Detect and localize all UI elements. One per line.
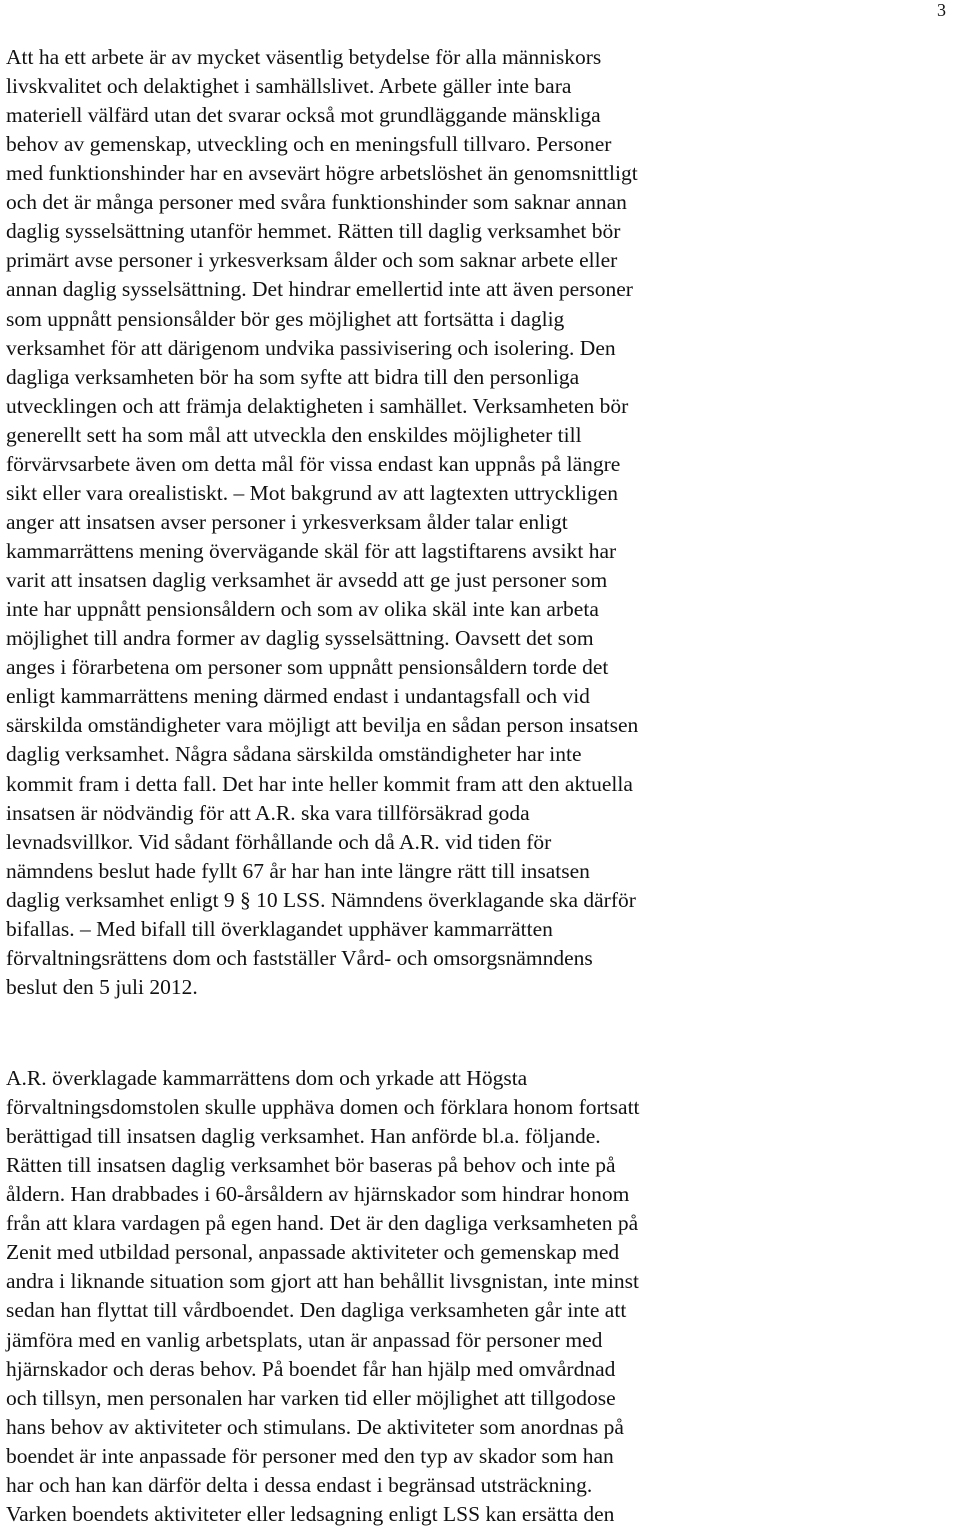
text-line: verksamhet för att därigenom undvika passivisering och isolering. Den bbox=[6, 335, 616, 360]
text-line: behov av gemenskap, utveckling och en meningsfull tillvaro. Personer bbox=[6, 132, 612, 157]
text-line: beslut den 5 juli 2012. bbox=[6, 974, 198, 999]
text-line: förvaltningsdomstolen skulle upphäva domen och förklara honom fortsatt bbox=[6, 1095, 640, 1120]
text-line: boendet är inte anpassade för personer med den typ av skador som han bbox=[6, 1443, 614, 1468]
text-line: sedan han flyttat till vårdboendet. Den dagliga verksamheten går inte att bbox=[6, 1298, 627, 1323]
text-line: dagliga verksamheten bör ha som syfte att bidra till den personliga bbox=[6, 364, 580, 389]
text-line: materiell välfärd utan det svarar också mot grundläggande mänskliga bbox=[6, 103, 601, 128]
text-line: åldern. Han drabbades i 60-årsåldern av hjärnskador som hindrar honom bbox=[6, 1182, 630, 1207]
text-line: och tillsyn, men personalen har varken tid eller möjlighet att tillgodose bbox=[6, 1385, 616, 1410]
text-line: förvaltningsrättens dom och fastställer Vård- och omsorgsnämndens bbox=[6, 945, 593, 970]
text-line: annan daglig sysselsättning. Det hindrar emellertid inte att även personer bbox=[6, 277, 633, 302]
text-line: primärt avse personer i yrkesverksam ålder och som saknar arbete eller bbox=[6, 248, 618, 273]
text-line: A.R. överklagade kammarrättens dom och yrkade att Högsta bbox=[6, 1066, 528, 1090]
text-line: från att klara vardagen på egen hand. Det är den dagliga verksamheten på bbox=[6, 1211, 639, 1236]
text-line: kommit fram i detta fall. Det har inte heller kommit fram att den aktuella bbox=[6, 771, 633, 796]
text-line: daglig verksamhet enligt 9 § 10 LSS. Nämndens överklagande ska därför bbox=[6, 887, 636, 912]
text-line: jämföra med en vanlig arbetsplats, utan är anpassad för personer med bbox=[6, 1327, 603, 1352]
text-line: möjlighet till andra former av daglig sysselsättning. Oavsett det som bbox=[6, 626, 594, 651]
text-line: som uppnått pensionsålder bör ges möjlighet att fortsätta i daglig bbox=[6, 306, 565, 331]
page-number: 3 bbox=[937, 0, 946, 20]
text-line: utvecklingen och att främja delaktigheten i samhället. Verksamheten bör bbox=[6, 393, 629, 418]
text-line: med funktionshinder har en avsevärt högre arbetslöshet än genomsnittligt bbox=[6, 161, 638, 186]
text-line: Rätten till insatsen daglig verksamhet bör baseras på behov och inte på bbox=[6, 1153, 616, 1178]
text-line: kammarrättens mening övervägande skäl för att lagstiftarens avsikt har bbox=[6, 539, 617, 564]
text-line: bifallas. – Med bifall till överklagandet upphäver kammarrätten bbox=[6, 916, 553, 941]
text-line: insatsen är nödvändig för att A.R. ska vara tillförsäkrad goda bbox=[6, 800, 530, 825]
text-line: inte har uppnått pensionsåldern och som av olika skäl inte kan arbeta bbox=[6, 597, 599, 622]
text-line: andra i liknande situation som gjort att han behållit livsgnistan, inte minst bbox=[6, 1269, 639, 1294]
text-line: varit att insatsen daglig verksamhet är avsedd att ge just personer som bbox=[6, 568, 608, 593]
text-line: särskilda omständigheter vara möjligt att bevilja en sådan person insatsen bbox=[6, 713, 639, 738]
text-line: generellt sett ha som mål att utveckla den enskildes möjligheter till bbox=[6, 422, 582, 447]
text-line: hans behov av aktiviteter och stimulans. De aktiviteter som anordnas på bbox=[6, 1414, 624, 1439]
text-line: enligt kammarrättens mening därmed endast i undantagsfall och vid bbox=[6, 684, 590, 709]
text-line: nämndens beslut hade fyllt 67 år har han inte längre rätt till insatsen bbox=[6, 858, 590, 883]
text-line: livskvalitet och delaktighet i samhällslivet. Arbete gäller inte bara bbox=[6, 74, 572, 99]
text-line: Varken boendets aktiviteter eller ledsagning enligt LSS kan ersätta den bbox=[6, 1501, 615, 1526]
text-line: förvärvsarbete även om detta mål för vissa endast kan uppnås på längre bbox=[6, 451, 621, 476]
text-line: levnadsvillkor. Vid sådant förhållande och då A.R. vid tiden för bbox=[6, 829, 552, 854]
text-line: Zenit med utbildad personal, anpassade aktiviteter och gemenskap med bbox=[6, 1240, 620, 1265]
text-line: berättigad till insatsen daglig verksamhet. Han anförde bl.a. följande. bbox=[6, 1124, 601, 1149]
text-line: anges i förarbetena om personer som uppnått pensionsåldern torde det bbox=[6, 655, 609, 680]
text-line: har och han kan därför delta i dessa endast i begränsad utsträckning. bbox=[6, 1472, 593, 1497]
text-line: och det är många personer med svåra funktionshinder som saknar annan bbox=[6, 190, 627, 215]
text-line: anger att insatsen avser personer i yrkesverksam ålder talar enligt bbox=[6, 509, 568, 534]
text-line: sikt eller vara orealistiskt. – Mot bakgrund av att lagtexten uttryckligen bbox=[6, 480, 618, 505]
text-line: daglig sysselsättning utanför hemmet. Rätten till daglig verksamhet bör bbox=[6, 219, 621, 244]
text-line: daglig verksamhet. Några sådana särskilda omständigheter har inte bbox=[6, 742, 582, 767]
text-line: hjärnskador och deras behov. På boendet får han hjälp med omvårdnad bbox=[6, 1356, 616, 1381]
text-line: Att ha ett arbete är av mycket väsentlig betydelse för alla människors bbox=[6, 45, 602, 69]
